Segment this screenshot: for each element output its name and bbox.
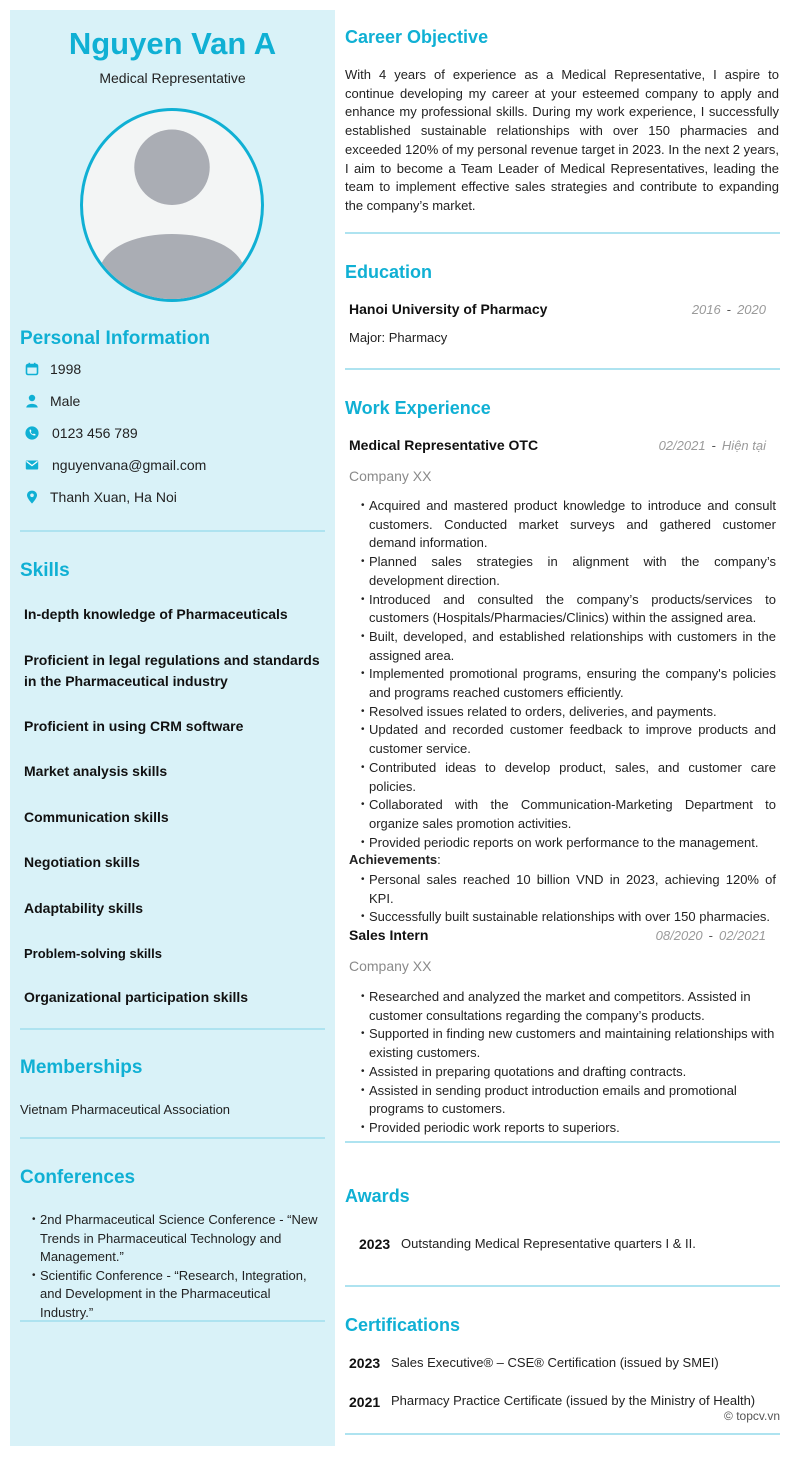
achievement-item: • Personal sales reached 10 billion VND in 2023, achieving 120% of KPI. <box>361 871 776 908</box>
achievements-list <box>361 871 776 927</box>
job-duty: • Provided periodic work reports to superiors. <box>361 1119 776 1138</box>
job-duties-list <box>361 497 776 852</box>
footer-credit: © topcv.vn <box>724 1409 780 1423</box>
job-duty: • Acquired and mastered product knowledge to introduce and consult customers. Conducted market surveys and gathered customer demand information. <box>361 497 776 553</box>
education-dates: 2016 - 2020 <box>691 302 766 317</box>
divider <box>345 1433 780 1435</box>
skills-heading: Skills <box>20 560 70 581</box>
job-company: Company XX <box>349 958 432 974</box>
achievement-item: • Successfully built sustainable relationships with over 150 pharmacies. <box>361 908 776 927</box>
personal-info-heading: Personal Information <box>20 328 211 349</box>
location-pin-icon <box>24 489 40 505</box>
job-duty: • Assisted in sending product introduction emails and promotional programs to customers. <box>361 1082 776 1119</box>
education-school: Hanoi University of Pharmacy <box>349 301 548 317</box>
email-value: nguyenvana@gmail.com <box>52 457 207 473</box>
education-end: 2020 <box>737 302 766 317</box>
job-duty: • Implemented promotional programs, ensuring the company's policies and programs reached customers efficiently. <box>361 665 776 702</box>
job-duty: • Researched and analyzed the market and competitors. Assisted in customer consultations regarding the company’s products. <box>361 988 776 1025</box>
job-duty: • Collaborated with the Communication-Marketing Department to organize sales promotion activities. <box>361 796 776 833</box>
job-dates: 02/2021 - Hiện tại <box>658 438 766 453</box>
membership-item: Vietnam Pharmaceutical Association <box>20 1102 231 1117</box>
divider <box>20 1320 325 1322</box>
avatar <box>80 108 264 302</box>
phone-icon <box>24 425 40 441</box>
awards-heading: Awards <box>345 1186 410 1206</box>
conference-item: • 2nd Pharmaceutical Science Conference - “New Trends in Pharmaceutical Technology and Management.” <box>32 1211 324 1267</box>
job-end: Hiện tại <box>721 438 766 453</box>
skill-item: Proficient in legal regulations and standards in the Pharmaceutical industry <box>24 652 320 689</box>
job-end: 02/2021 <box>719 928 766 943</box>
calendar-icon <box>24 361 40 377</box>
job-duty: • Contributed ideas to develop product, sales, and customer care policies. <box>361 759 776 796</box>
memberships-heading: Memberships <box>20 1057 143 1078</box>
job-duty: • Provided periodic reports on work performance to the management. <box>361 834 776 853</box>
job-start: 08/2020 <box>655 928 703 943</box>
email-icon <box>24 457 40 473</box>
personal-info-gender <box>24 391 80 411</box>
skill-item: Proficient in using CRM software <box>24 718 244 734</box>
education-heading: Education <box>345 262 433 282</box>
divider <box>20 530 325 532</box>
skill-item: Organizational participation skills <box>24 989 249 1005</box>
career-objective-text: With 4 years of experience as a Medical Representative, I aspire to continue developing my career at your esteemed company to apply and enhance my professional skills. During my work experience, I successfully established sustainable relationships with over 150 pharmacies and exceeded 120% of my personal revenue target in 2023. In the next 2 years, I aim to become a Team Leader of Medical Representatives, leading the team to implement effective sales strategies and contribute to expanding the company’s market. <box>345 67 779 213</box>
job-duty: • Supported in finding new customers and maintaining relationships with existing customers. <box>361 1025 776 1062</box>
education-major: Major: Pharmacy <box>349 330 448 345</box>
job-duty: • Introduced and consulted the company’s products/services to customers (Hospitals/Pharmacies/Clinics) within the assigned area. <box>361 591 776 628</box>
certification-year: 2023 <box>349 1355 381 1371</box>
certification-text: Pharmacy Practice Certificate (issued by the Ministry of Health) <box>391 1393 756 1408</box>
personal-info-birth-year <box>24 359 81 379</box>
career-objective-heading: Career Objective <box>345 27 489 47</box>
birth-year-value: 1998 <box>50 361 82 377</box>
avatar-placeholder-icon <box>83 111 261 299</box>
job-title: Medical Representative OTC <box>349 437 539 453</box>
award-text: Outstanding Medical Representative quarters I & II. <box>401 1236 696 1251</box>
personal-info-address <box>24 487 177 507</box>
candidate-name: Nguyen Van A <box>68 26 277 61</box>
conferences-list <box>32 1211 324 1323</box>
education-start: 2016 <box>691 302 721 317</box>
candidate-title: Medical Representative <box>99 70 246 86</box>
user-icon <box>24 393 40 409</box>
skill-item: In-depth knowledge of Pharmaceuticals <box>24 606 288 622</box>
skill-item: Market analysis skills <box>24 763 168 779</box>
job-company: Company XX <box>349 468 432 484</box>
divider <box>345 232 780 234</box>
certification-year: 2021 <box>349 1394 381 1410</box>
certification-text: Sales Executive® – CSE® Certification (issued by SMEI) <box>391 1355 719 1370</box>
skill-item: Adaptability skills <box>24 900 144 916</box>
divider <box>345 1285 780 1287</box>
achievements-label: Achievements: <box>349 852 441 867</box>
personal-info-phone <box>24 423 138 443</box>
skill-item: Communication skills <box>24 809 169 825</box>
skill-item: Problem-solving skills <box>24 946 162 961</box>
job-start: 02/2021 <box>658 438 706 453</box>
job-duties-list <box>361 988 776 1138</box>
job-duty: • Updated and recorded customer feedback to improve products and customer service. <box>361 721 776 758</box>
divider <box>20 1028 325 1030</box>
phone-value: 0123 456 789 <box>52 425 138 441</box>
job-duty: • Built, developed, and established relationships with customers in the assigned area. <box>361 628 776 665</box>
work-experience-heading: Work Experience <box>345 398 491 418</box>
conference-item: • Scientific Conference - “Research, Integration, and Development in the Pharmaceutical Industry.” <box>32 1267 324 1323</box>
job-duty: • Resolved issues related to orders, deliveries, and payments. <box>361 703 776 722</box>
gender-value: Male <box>50 393 81 409</box>
job-dates: 08/2020 - 02/2021 <box>655 928 766 943</box>
sidebar <box>10 10 335 1446</box>
divider <box>20 1137 325 1139</box>
conferences-heading: Conferences <box>20 1167 136 1188</box>
certifications-heading: Certifications <box>345 1315 461 1335</box>
address-value: Thanh Xuan, Ha Noi <box>50 489 177 505</box>
divider <box>345 1141 780 1143</box>
divider <box>345 368 780 370</box>
skill-item: Negotiation skills <box>24 854 140 870</box>
job-duty: • Assisted in preparing quotations and drafting contracts. <box>361 1063 776 1082</box>
job-title: Sales Intern <box>349 927 429 943</box>
award-year: 2023 <box>359 1236 391 1252</box>
personal-info-email <box>24 455 206 475</box>
job-duty: • Planned sales strategies in alignment with the company’s development direction. <box>361 553 776 590</box>
